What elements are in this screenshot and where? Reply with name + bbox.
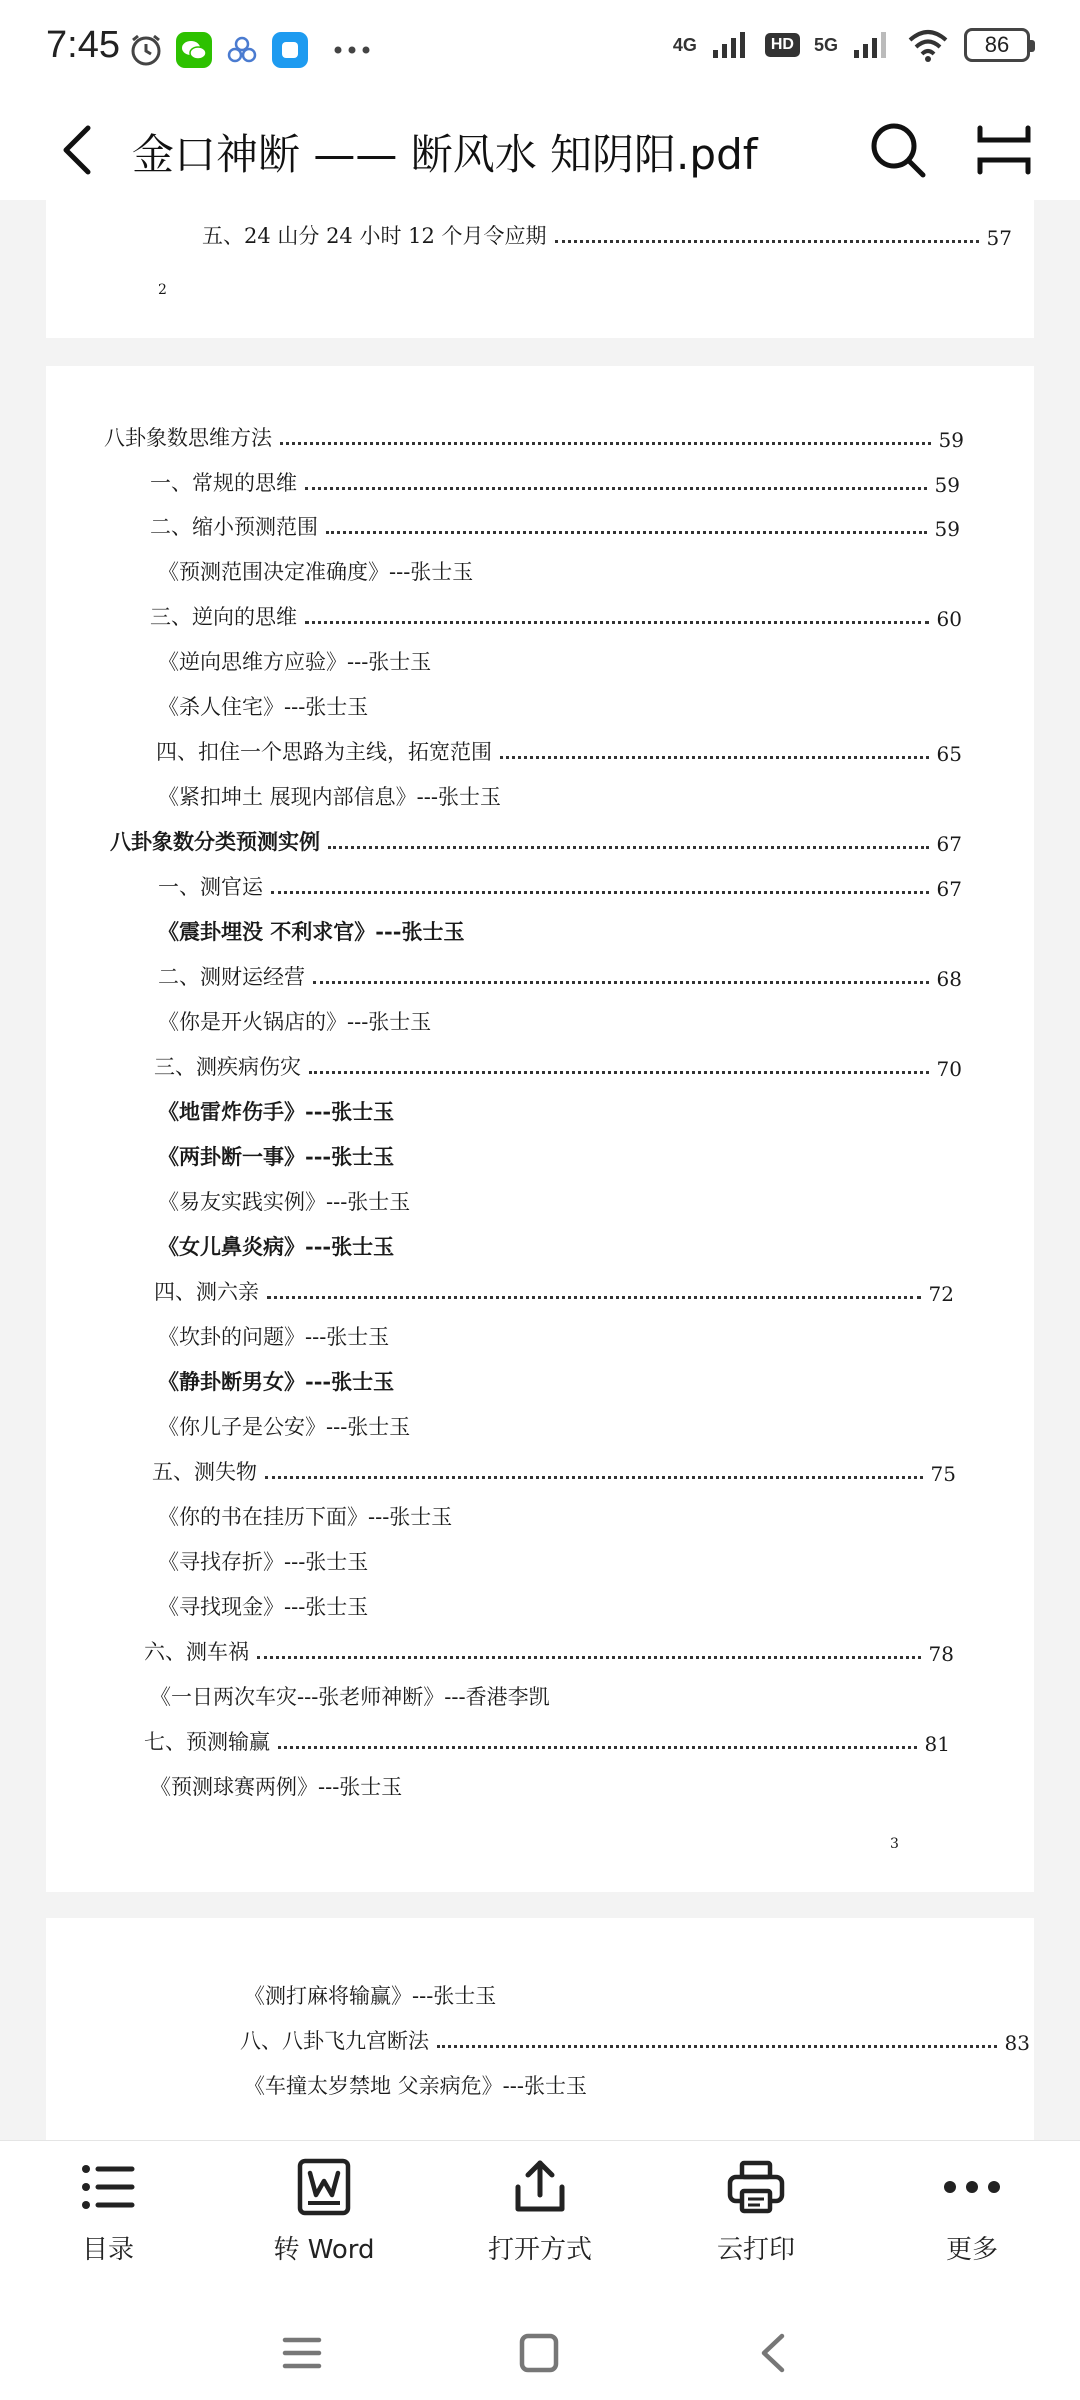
- more-label: 更多: [945, 2235, 998, 2265]
- toc-entry-page: 83: [1004, 2031, 1030, 2055]
- toc-leader: [278, 1746, 917, 1749]
- toc-entry-page: 67: [936, 877, 962, 901]
- toc-entry-text: 《紧扣坤土 展现内部信息》---张士玉: [158, 785, 501, 809]
- toc-entry-text: 《杀人住宅》---张士玉: [158, 695, 369, 719]
- document-title: 金口神断 —— 断风水 知阴阳.pdf: [132, 130, 758, 179]
- toc-entry-text: 一、常规的思维: [150, 471, 297, 495]
- toc-entry-text: 《寻找现金》---张士玉: [158, 1595, 369, 1619]
- printer-icon: [724, 2155, 788, 2219]
- toc-entry-text: 四、测六亲: [154, 1280, 259, 1304]
- convert-word-label: 转 Word: [273, 2235, 375, 2265]
- toc-entry-page: 59: [934, 473, 960, 497]
- cloud-print-button[interactable]: [676, 2155, 836, 2285]
- toc-entry[interactable]: [158, 869, 962, 901]
- search-icon[interactable]: [866, 118, 930, 182]
- toc-entry[interactable]: [158, 959, 962, 991]
- toc-entry-page: 65: [936, 742, 962, 766]
- toc-entry[interactable]: [158, 1094, 658, 1126]
- toc-leader: [328, 846, 929, 849]
- more-button[interactable]: [892, 2155, 1052, 2285]
- toc-entry-text: 四、扣住一个思路为主线，拓宽范围: [156, 740, 492, 764]
- pdf-viewer[interactable]: [0, 200, 1080, 2140]
- toc-entry[interactable]: [158, 1364, 658, 1396]
- toc-entry[interactable]: [244, 1978, 744, 2010]
- toc-entry[interactable]: [158, 644, 658, 676]
- toc-leader: [271, 891, 929, 894]
- toc-leader: [326, 531, 927, 534]
- toc-leader: [309, 1071, 929, 1074]
- toc-entry[interactable]: [150, 1769, 650, 1801]
- app-square-icon: [272, 32, 308, 68]
- toc-entry-text: 《寻找存折》---张士玉: [158, 1550, 369, 1574]
- toc-entry-text: 《测打麻将输赢》---张士玉: [244, 1984, 497, 2008]
- toc-entry[interactable]: [156, 734, 962, 766]
- toc-entry-text: 《你的书在挂历下面》---张士玉: [158, 1505, 453, 1529]
- toc-entry[interactable]: [158, 1544, 658, 1576]
- page-number: 3: [890, 1836, 899, 1852]
- toc-button-label: 目录: [81, 2235, 134, 2265]
- toc-leader: [500, 756, 929, 759]
- toc-entry-page: 72: [928, 1282, 954, 1306]
- toc-entry-page: 59: [938, 428, 964, 452]
- toc-leader: [313, 981, 929, 984]
- toc-entry[interactable]: [150, 599, 962, 631]
- toc-entry-text: 《易友实践实例》---张士玉: [158, 1190, 411, 1214]
- toc-leader: [305, 487, 927, 490]
- battery-level: 86: [984, 32, 1010, 57]
- toc-leader: [280, 442, 931, 445]
- toc-entry-text: 《静卦断男女》---张士玉: [158, 1369, 395, 1394]
- toc-entry-text: 《地雷炸伤手》---张士玉: [158, 1099, 395, 1124]
- toc-entry[interactable]: [202, 218, 1012, 250]
- wechat-icon: [176, 32, 212, 68]
- cloud-print-label: 云打印: [716, 2235, 795, 2265]
- toc-leader: [437, 2045, 997, 2048]
- toc-entry[interactable]: [152, 1454, 956, 1486]
- toc-entry-text: 三、测疾病伤灾: [154, 1055, 301, 1079]
- toc-entry-text: 二、测财运经营: [158, 965, 305, 989]
- word-convert-icon: [292, 2155, 356, 2219]
- toc-entry[interactable]: [158, 689, 658, 721]
- network-type-2: 5G: [813, 34, 838, 55]
- toc-entry[interactable]: [104, 420, 964, 452]
- toc-entry-text: 八卦象数思维方法: [104, 426, 272, 450]
- toc-entry[interactable]: [158, 1499, 658, 1531]
- toc-entry-page: 78: [928, 1642, 954, 1666]
- convert-word-button[interactable]: [244, 2155, 404, 2285]
- toc-entry[interactable]: [158, 914, 658, 946]
- toc-leader: [257, 1656, 921, 1659]
- toc-entry[interactable]: [244, 2068, 744, 2100]
- toc-entry-text: 八、八卦飞九宫断法: [240, 2029, 429, 2053]
- toc-entry-text: 《逆向思维方应验》---张士玉: [158, 650, 432, 674]
- toc-entry-text: 《震卦埋没 不利求官》---张士玉: [158, 919, 465, 944]
- hd-badge: HD: [765, 33, 800, 57]
- status-time: 7:45: [46, 24, 120, 66]
- signal-icon-2: [852, 30, 892, 60]
- bottom-toolbar: [0, 2140, 1080, 2300]
- toc-entry-text: 《一日两次车灾---张老师神断》---香港李凯: [150, 1685, 550, 1709]
- toc-entry[interactable]: [110, 824, 962, 856]
- toc-entry-page: 59: [934, 517, 960, 541]
- toc-leader: [267, 1296, 921, 1299]
- toc-entry[interactable]: [158, 1184, 658, 1216]
- toc-entry-text: 《车撞太岁禁地 父亲病危》---张士玉: [244, 2074, 587, 2098]
- toc-entry-page: 70: [936, 1057, 962, 1081]
- toc-entry-text: 《女儿鼻炎病》---张士玉: [158, 1234, 395, 1259]
- back-nav-icon[interactable]: [750, 2328, 800, 2378]
- list-icon: [76, 2155, 140, 2219]
- home-nav-icon[interactable]: [514, 2328, 564, 2378]
- toc-button[interactable]: [28, 2155, 188, 2285]
- toc-entry[interactable]: [158, 779, 658, 811]
- toc-leader: [555, 240, 979, 243]
- toc-entry[interactable]: [158, 1139, 658, 1171]
- signal-icon: [711, 30, 751, 60]
- toc-entry[interactable]: [158, 1004, 658, 1036]
- status-indicators: [673, 28, 1030, 62]
- status-bar: [0, 0, 1080, 100]
- toc-entry-text: 七、预测输赢: [144, 1730, 270, 1754]
- open-with-label: 打开方式: [487, 2235, 592, 2265]
- toc-entry-page: 60: [936, 607, 962, 631]
- pdf-page-4: [46, 1918, 1034, 2140]
- toc-entry[interactable]: [158, 1319, 658, 1351]
- toc-entry-text: 《预测范围决定准确度》---张士玉: [158, 560, 474, 584]
- toc-entry[interactable]: [158, 1589, 658, 1621]
- title-bar: [0, 100, 1080, 200]
- toc-entry-text: 一、测官运: [158, 875, 263, 899]
- back-arrow-icon[interactable]: [50, 120, 110, 180]
- toc-entry[interactable]: [150, 1679, 750, 1711]
- toc-entry-text: 八卦象数分类预测实例: [110, 829, 320, 854]
- toc-entry[interactable]: [158, 1409, 658, 1441]
- toc-entry-text: 《两卦断一事》---张士玉: [158, 1144, 395, 1169]
- toc-entry-text: 二、缩小预测范围: [150, 515, 318, 539]
- toc-entry-page: 57: [986, 226, 1012, 250]
- open-with-button[interactable]: [460, 2155, 620, 2285]
- toc-entry[interactable]: [144, 1724, 950, 1756]
- toc-entry-page: 75: [930, 1462, 956, 1486]
- toc-entry[interactable]: [240, 2023, 1030, 2055]
- toc-entry[interactable]: [154, 1049, 962, 1081]
- toc-entry-page: 81: [924, 1732, 950, 1756]
- alarm-icon: [128, 32, 164, 68]
- toc-entry[interactable]: [154, 1274, 954, 1306]
- battery-indicator: [964, 28, 1030, 62]
- toc-entry-text: 三、逆向的思维: [150, 605, 297, 629]
- pdf-page-2: [46, 200, 1034, 338]
- more-notifications-icon: [332, 32, 372, 68]
- wifi-icon: [906, 28, 950, 62]
- toc-entry-text: 《预测球赛两例》---张士玉: [150, 1775, 403, 1799]
- pdf-page-3: [46, 366, 1034, 1892]
- app-cluster-icon: [224, 32, 260, 68]
- network-type-1: 4G: [672, 34, 697, 55]
- toc-entry-page: 68: [936, 967, 962, 991]
- toc-entry[interactable]: [158, 1229, 658, 1261]
- toc-entry[interactable]: [150, 509, 960, 541]
- reading-mode-icon[interactable]: [972, 118, 1036, 182]
- toc-entry-text: 五、24 山分 24 小时 12 个月令应期: [202, 224, 547, 248]
- toc-leader: [305, 621, 929, 624]
- toc-entry-text: 六、测车祸: [144, 1640, 249, 1664]
- toc-entry-text: 《你儿子是公安》---张士玉: [158, 1415, 411, 1439]
- toc-entry-text: 五、测失物: [152, 1460, 257, 1484]
- toc-leader: [265, 1476, 923, 1479]
- toc-entry[interactable]: [150, 465, 960, 497]
- toc-entry-page: 67: [936, 832, 962, 856]
- page-number: 2: [158, 282, 167, 298]
- share-icon: [508, 2155, 572, 2219]
- more-icon: [940, 2155, 1004, 2219]
- menu-nav-icon[interactable]: [277, 2328, 327, 2378]
- toc-entry[interactable]: [144, 1634, 954, 1666]
- toc-entry[interactable]: [158, 554, 658, 586]
- system-nav-bar: [0, 2300, 1080, 2400]
- toc-entry-text: 《你是开火锅店的》---张士玉: [158, 1010, 432, 1034]
- toc-entry-text: 《坎卦的问题》---张士玉: [158, 1325, 390, 1349]
